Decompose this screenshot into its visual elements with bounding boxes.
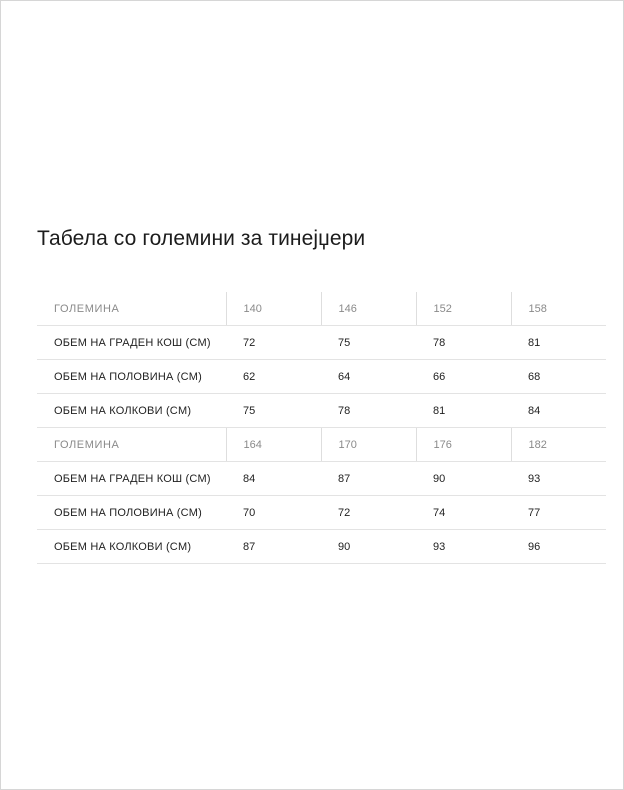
measurement-label: ОБЕМ НА ГРАДЕН КОШ (CM) — [37, 462, 226, 496]
size-value: 146 — [321, 292, 416, 326]
size-value: 152 — [416, 292, 511, 326]
measurement-value: 90 — [321, 530, 416, 564]
measurement-value: 75 — [226, 394, 321, 428]
measurement-value: 96 — [511, 530, 606, 564]
measurement-label: ОБЕМ НА ГРАДЕН КОШ (CM) — [37, 326, 226, 360]
measurement-value: 90 — [416, 462, 511, 496]
table-row — [37, 360, 606, 394]
measurement-value: 70 — [226, 496, 321, 530]
measurement-value: 74 — [416, 496, 511, 530]
measurement-value: 72 — [226, 326, 321, 360]
measurement-value: 84 — [511, 394, 606, 428]
measurement-value: 72 — [321, 496, 416, 530]
measurement-value: 84 — [226, 462, 321, 496]
measurement-value: 81 — [511, 326, 606, 360]
table-row — [37, 462, 606, 496]
table-row — [37, 496, 606, 530]
size-value: 182 — [511, 428, 606, 462]
measurement-value: 77 — [511, 496, 606, 530]
size-table — [37, 292, 606, 564]
size-value: 176 — [416, 428, 511, 462]
measurement-label: ОБЕМ НА ПОЛОВИНА (CM) — [37, 360, 226, 394]
measurement-label: ОБЕМ НА КОЛКОВИ (CM) — [37, 394, 226, 428]
table-row — [37, 326, 606, 360]
size-value: 140 — [226, 292, 321, 326]
size-header-label: ГОЛЕМИНА — [37, 428, 226, 462]
size-header-label: ГОЛЕМИНА — [37, 292, 226, 326]
measurement-value: 93 — [416, 530, 511, 564]
measurement-label: ОБЕМ НА ПОЛОВИНА (CM) — [37, 496, 226, 530]
table-row — [37, 530, 606, 564]
table-row — [37, 394, 606, 428]
measurement-label: ОБЕМ НА КОЛКОВИ (CM) — [37, 530, 226, 564]
page-title: Табела со големини за тинејџери — [37, 227, 366, 250]
size-value: 158 — [511, 292, 606, 326]
measurement-value: 78 — [321, 394, 416, 428]
measurement-value: 78 — [416, 326, 511, 360]
measurement-value: 87 — [226, 530, 321, 564]
measurement-value: 64 — [321, 360, 416, 394]
measurement-value: 66 — [416, 360, 511, 394]
measurement-value: 87 — [321, 462, 416, 496]
measurement-value: 75 — [321, 326, 416, 360]
measurement-value: 62 — [226, 360, 321, 394]
size-header-row — [37, 428, 606, 462]
size-header-row — [37, 292, 606, 326]
measurement-value: 81 — [416, 394, 511, 428]
size-value: 164 — [226, 428, 321, 462]
measurement-value: 93 — [511, 462, 606, 496]
size-value: 170 — [321, 428, 416, 462]
measurement-value: 68 — [511, 360, 606, 394]
